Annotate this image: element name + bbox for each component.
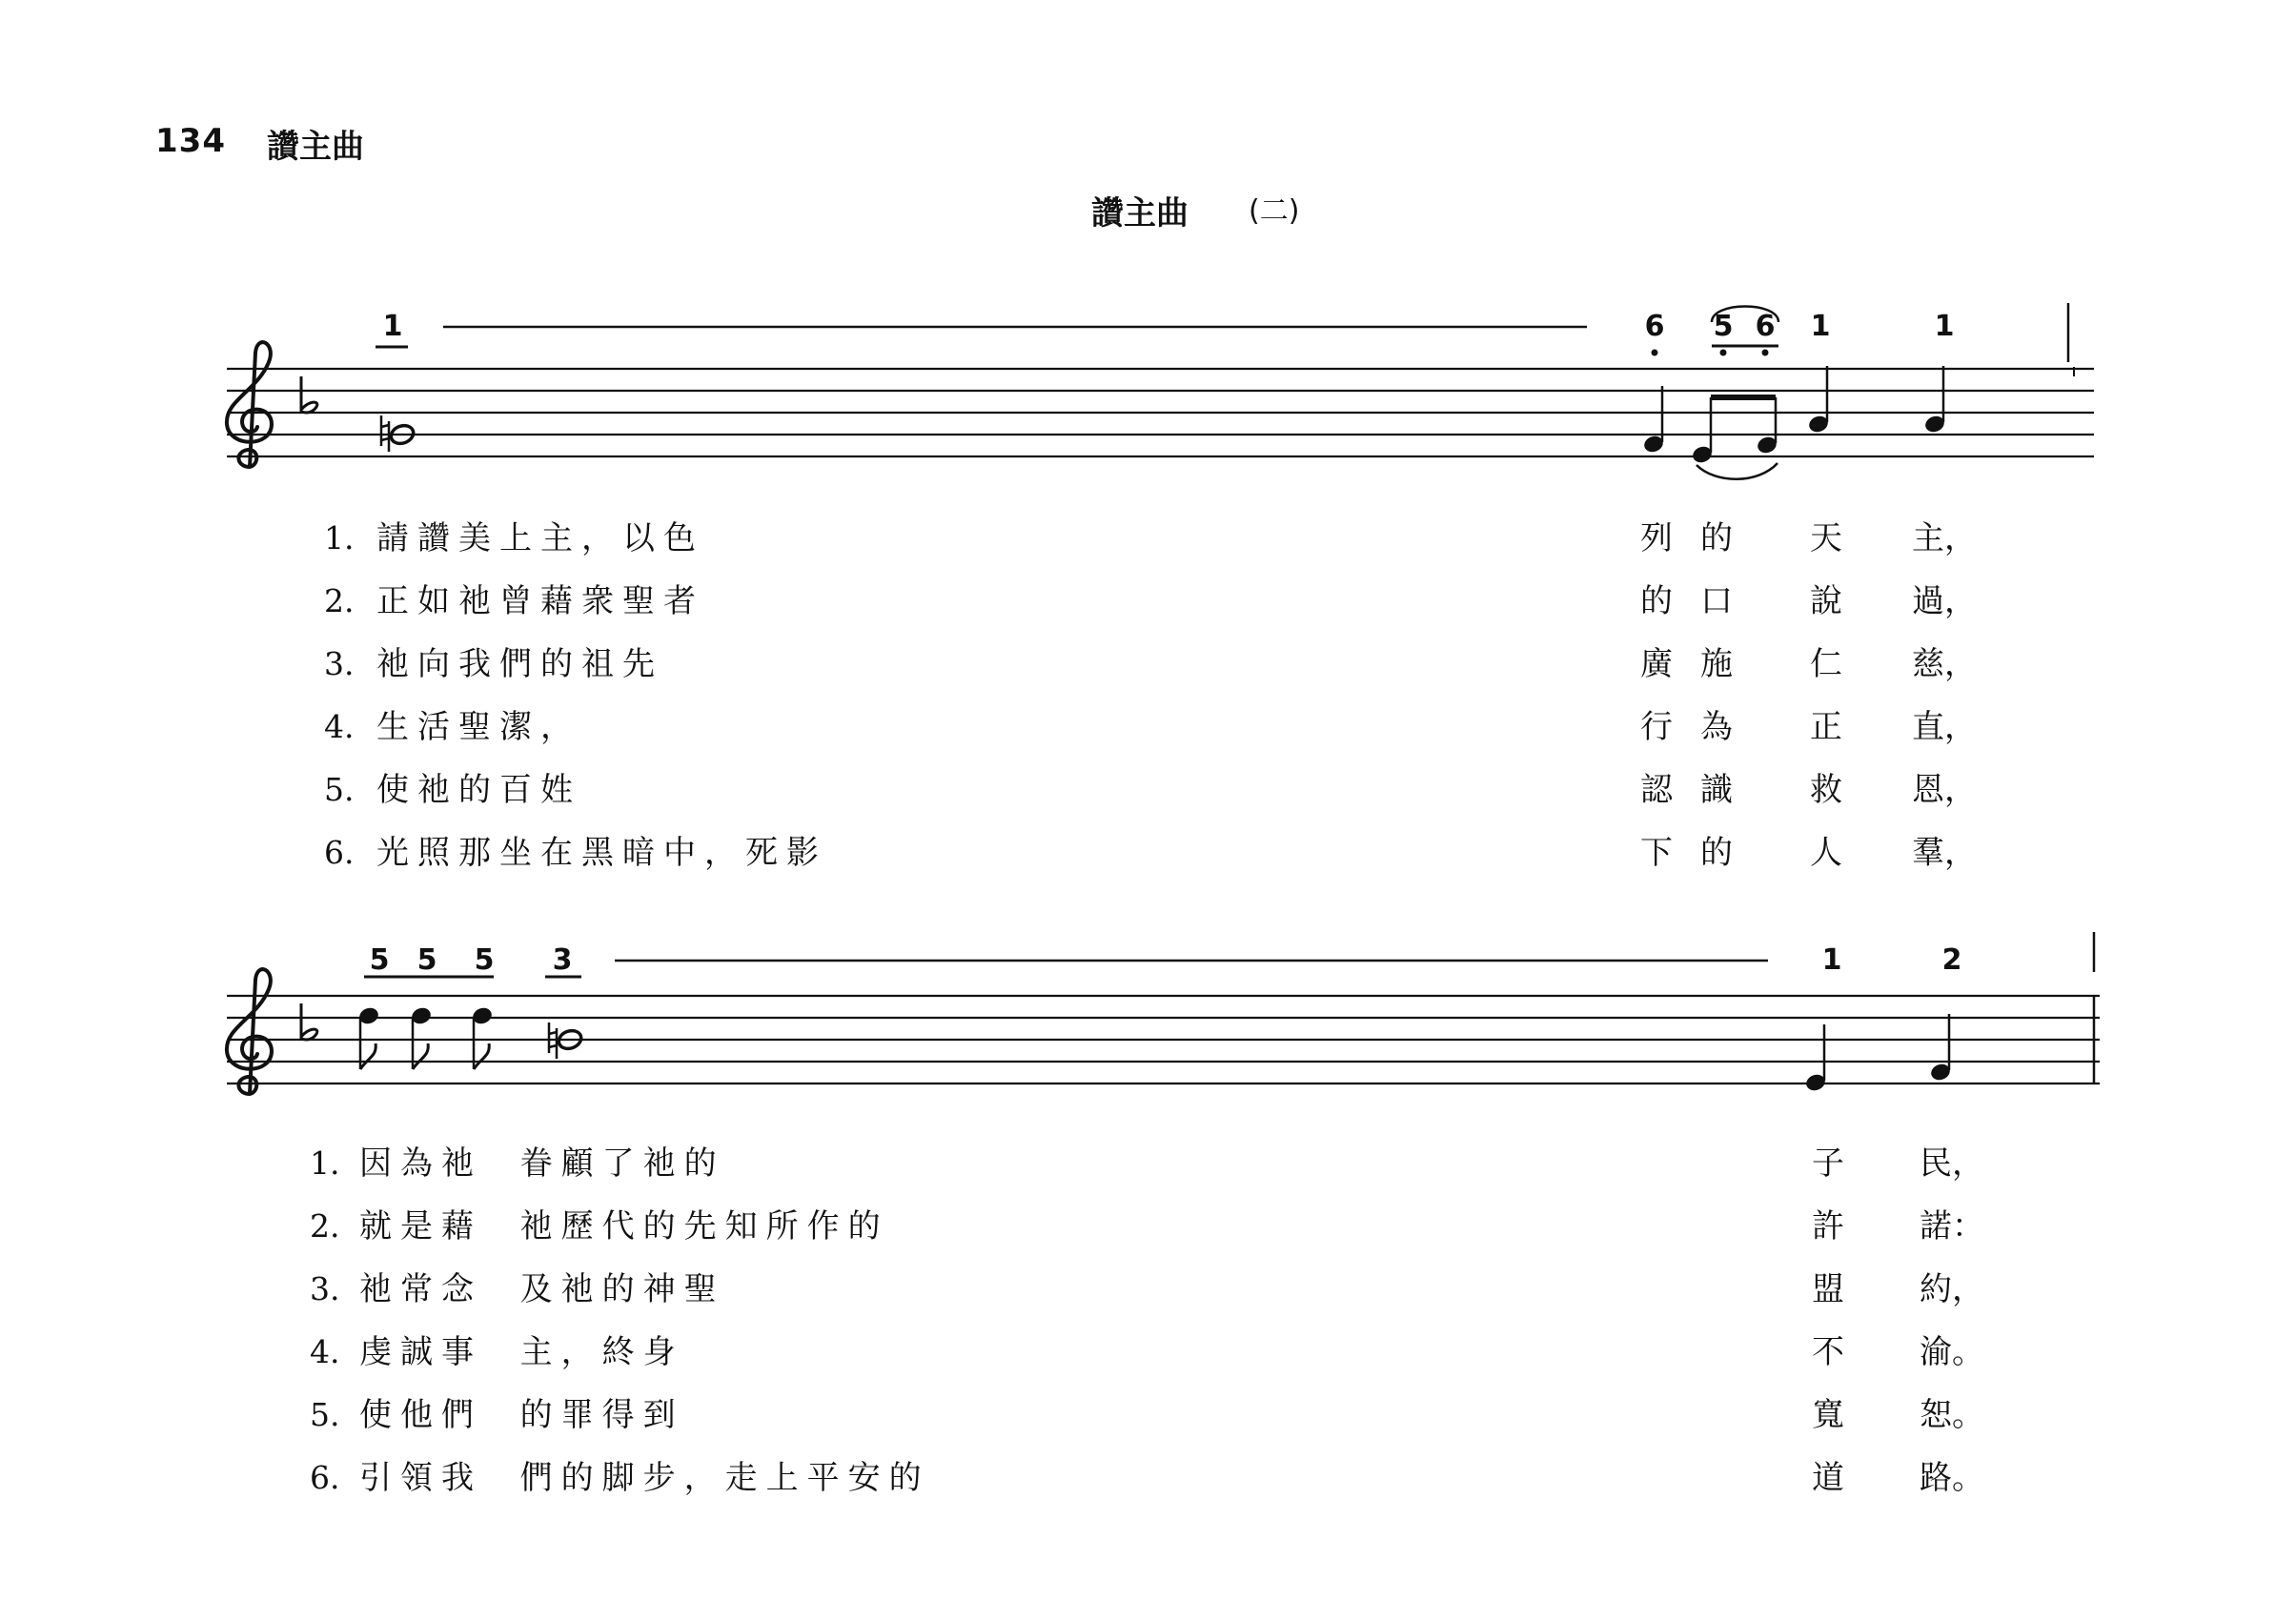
treble-clef-icon <box>227 969 272 1094</box>
lyric-line: 虔誠事 主，終身 <box>359 1333 684 1371</box>
lyric-line: 祂常念 及祂的神聖 <box>359 1270 725 1308</box>
verse-number: 6. <box>310 1459 340 1496</box>
lyric-char: 羣， <box>1912 834 1977 872</box>
page-title-number: (二) <box>1249 194 1300 228</box>
lyric-char: 不 <box>1812 1333 1844 1371</box>
verse-number: 6. <box>324 834 355 871</box>
lyric-line: 就是藉 祂歷代的先知所作的 <box>359 1207 889 1245</box>
verse-number: 1. <box>310 1144 340 1182</box>
lyric-char: 盟 <box>1812 1270 1844 1308</box>
lyric-line: 生活聖潔， <box>376 708 581 746</box>
lyric-char: 廣 <box>1640 645 1673 683</box>
lyric-char: 路。 <box>1920 1459 1984 1497</box>
lyric-line: 因為祂 眷顧了祂的 <box>359 1144 725 1183</box>
lyric-char: 識 <box>1700 771 1733 809</box>
lyric-char: 慈， <box>1912 645 1977 683</box>
verse-number: 2. <box>310 1207 340 1245</box>
jianpu-number: 2 <box>1941 943 1962 977</box>
running-title: 讚主曲 <box>267 128 364 166</box>
lyric-line: 使祂的百姓 <box>376 771 581 809</box>
jianpu-number: 5 <box>369 943 390 977</box>
lyric-line: 引領我 們的脚步，走上平安的 <box>359 1459 930 1497</box>
flat-sign-icon <box>301 376 317 413</box>
verse-number: 5. <box>324 771 355 808</box>
jianpu-number: 5 <box>417 943 437 977</box>
lyric-line: 使他們 的罪得到 <box>359 1396 684 1434</box>
verse-number: 4. <box>310 1333 340 1370</box>
verse-number: 2. <box>324 582 355 619</box>
lyric-char: 施 <box>1700 645 1733 683</box>
lyric-char: 直， <box>1912 708 1977 746</box>
lyric-char: 的 <box>1640 582 1673 620</box>
lyric-char: 過， <box>1912 582 1977 620</box>
lyric-char: 許 <box>1812 1207 1844 1245</box>
jianpu-number: 1 <box>382 310 403 343</box>
lyric-char: 行 <box>1640 708 1673 746</box>
lyric-char: 救 <box>1810 771 1842 809</box>
lyric-char: 約， <box>1920 1270 1984 1308</box>
lyric-line: 正如祂曾藉衆聖者 <box>376 582 704 620</box>
jianpu-number: 6 <box>1644 310 1665 343</box>
lyric-char: 主， <box>1912 519 1977 557</box>
lyric-char: 人 <box>1810 834 1842 872</box>
jianpu-number: 1 <box>1810 310 1831 343</box>
lyric-char: 諾： <box>1920 1207 1984 1245</box>
page-number: 134 <box>155 122 226 160</box>
jianpu-number: 3 <box>552 943 573 977</box>
lyric-char: 下 <box>1640 834 1673 872</box>
verse-number: 3. <box>324 645 355 682</box>
lyric-char: 正 <box>1810 708 1842 746</box>
verse-number: 5. <box>310 1396 340 1433</box>
lyric-char: 天 <box>1810 519 1842 557</box>
lyric-char: 為 <box>1700 708 1733 746</box>
lyric-char: 道 <box>1812 1459 1844 1497</box>
lyric-char: 民， <box>1920 1144 1984 1183</box>
jianpu-number: 5 <box>474 943 495 977</box>
treble-clef-icon <box>227 342 272 467</box>
lyric-char: 說 <box>1810 582 1842 620</box>
lyric-char: 仁 <box>1810 645 1842 683</box>
lyric-char: 認 <box>1640 771 1673 809</box>
slur <box>1697 463 1778 479</box>
verse-number: 1. <box>324 519 355 557</box>
verse-number: 3. <box>310 1270 340 1307</box>
lyric-char: 寬 <box>1812 1396 1844 1434</box>
verse-number: 4. <box>324 708 355 745</box>
lyric-char: 恕。 <box>1920 1396 1984 1434</box>
lyric-char: 的 <box>1700 519 1733 557</box>
lyric-char: 的 <box>1700 834 1733 872</box>
jianpu-number: 5 <box>1713 310 1734 343</box>
jianpu-number: 1 <box>1821 943 1842 977</box>
lyric-char: 列 <box>1640 519 1673 557</box>
jianpu-number: 6 <box>1755 310 1776 343</box>
lyric-line: 光照那坐在黑暗中，死影 <box>376 834 827 872</box>
lyric-char: 口 <box>1700 582 1733 620</box>
lyric-line: 祂向我們的祖先 <box>376 645 663 683</box>
lyric-line: 請讚美上主，以色 <box>376 519 704 557</box>
staff-2-lines <box>227 996 2100 1083</box>
flat-sign-icon <box>301 1003 317 1040</box>
staff-1-lines <box>227 369 2094 456</box>
lyric-char: 子 <box>1812 1144 1844 1183</box>
lyric-char: 恩， <box>1912 771 1977 809</box>
jianpu-number: 1 <box>1934 310 1955 343</box>
page-title: 讚主曲 <box>1091 194 1189 233</box>
lyric-char: 渝。 <box>1920 1333 1984 1371</box>
